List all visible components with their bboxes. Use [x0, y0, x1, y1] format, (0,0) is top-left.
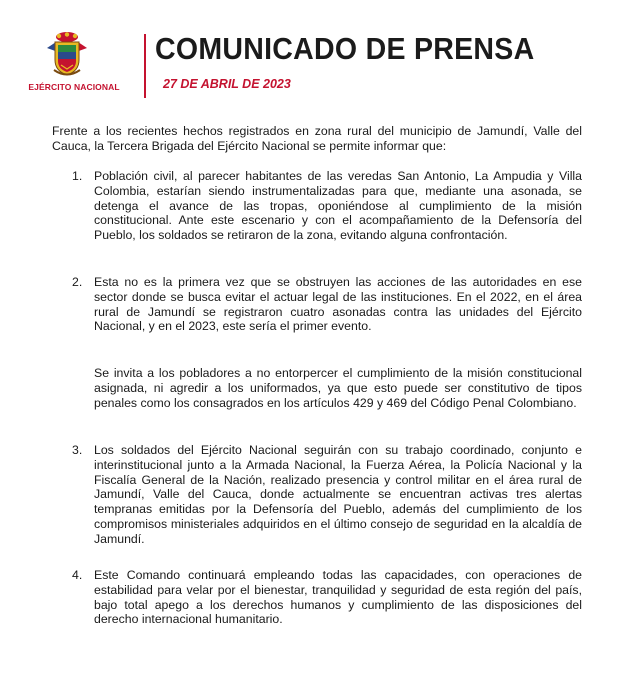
list-item-number: 4.: [72, 568, 83, 582]
list-item-text: Los soldados del Ejército Nacional seguirán con su trabajo coordinado, conjunto e interinstitucional junto a la Armada Nacional, la Fuerza Aérea, la Policía Nacional y la Fiscalía General de la Nación, realizado presencia y control militar en el área rural de Jamundí, Valle del Cauca, donde actualmente se encuentran activas tres alertas tempranas emitidas por la Defensoría del Pueblo, además del cumplimiento de los compromisos ministeriales adquiridos en el último consejo de seguridad en la alcaldía de Jamundí.: [94, 443, 582, 546]
list-item-text: Población civil, al parecer habitantes de las veredas San Antonio, La Ampudia y Villa Colombia, estarían siendo instrumentalizadas para que, mediante una asonada, se detenga el avance de las tropas, oponiéndose al cumplimiento de la misión constitucional. Ante este escenario y con el acompañamiento de la Defensoría del Pueblo, los soldados se retiraron de la zona, evitando alguna confrontación.: [94, 169, 582, 243]
header-divider: [144, 34, 146, 98]
ejercito-coat-of-arms-icon: [44, 30, 90, 78]
note-paragraph: Se invita a los pobladores a no entorpercer el cumplimiento de la misión constitucional asignada, ni agredir a los uniformados, ya que esto puede ser constitutivo de tipos penales como los consagrados en los artículos 429 y 469 del Código Penal Colombiano.: [94, 366, 582, 410]
list-item-number: 3.: [72, 443, 83, 457]
publication-date: 27 DE ABRIL DE 2023: [163, 77, 291, 91]
page-title: COMUNICADO DE PRENSA: [155, 31, 535, 66]
organization-name: EJÉRCITO NACIONAL: [28, 82, 120, 92]
intro-paragraph: Frente a los recientes hechos registrados en zona rural del municipio de Jamundí, Valle del Cauca, la Tercera Brigada del Ejército Nacional se permite informar que:: [52, 124, 582, 153]
list-item-text: Esta no es la primera vez que se obstruyen las acciones de las autoridades en ese sector donde se busca evitar el actuar legal de las instituciones. En el 2022, en el área rural de Jamundí se registraron cuatro asonadas contra las unidades del Ejército Nacional, y en el 2023, este sería el primer evento.: [94, 275, 582, 334]
list-item-text: Este Comando continuará empleando todas las capacidades, con operaciones de estabilidad para velar por el bienestar, tranquilidad y seguridad de esta región del país, bajo total apego a los derechos humanos y cumplimiento de las disposiciones del derecho internacional humanitario.: [94, 568, 582, 627]
list-item-number: 2.: [72, 275, 83, 289]
document-header: [0, 0, 629, 110]
list-item-number: 1.: [72, 169, 83, 183]
